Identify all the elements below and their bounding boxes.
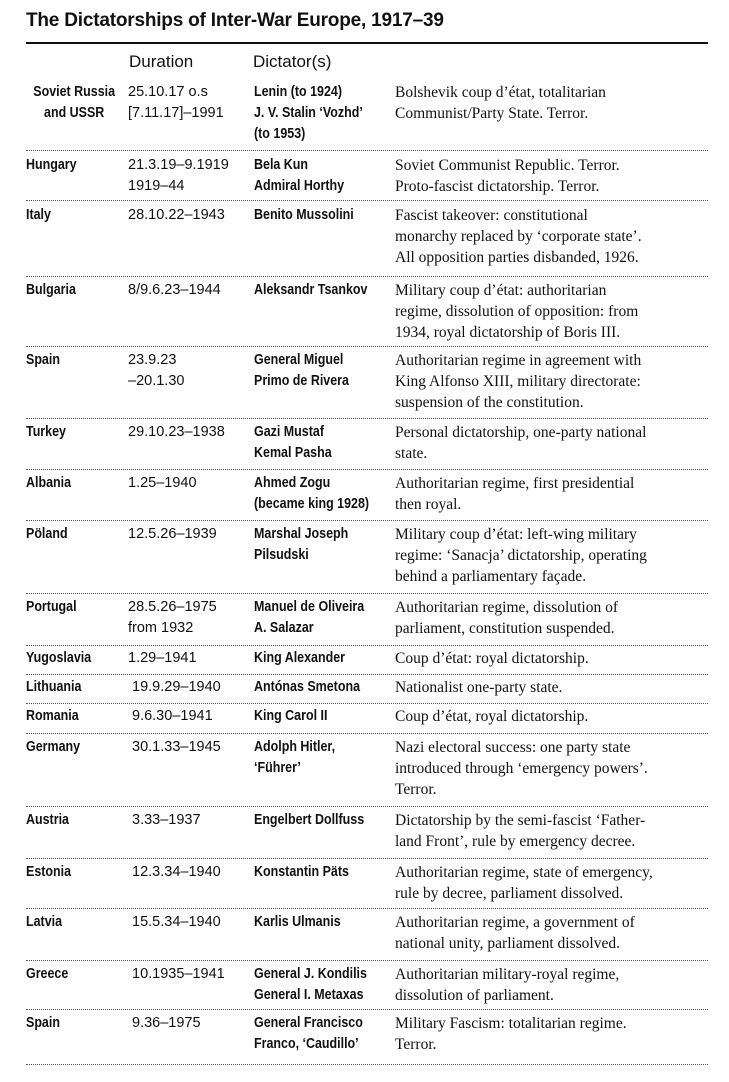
row-divider [26,858,708,859]
country-cell [26,862,112,883]
description-cell [395,912,715,954]
text-line: and USSR [44,105,105,121]
text-line: dissolution of parliament. [395,987,554,1004]
text-line: national unity, parliament dissolved. [395,935,620,952]
text-line: Italy [26,207,51,223]
row-divider [26,418,708,419]
page-title: The Dictatorships of Inter-War Europe, 1917–39 [26,10,444,31]
text-line: Authoritarian regime, first presidential [395,475,635,492]
dictator-cell [254,82,363,145]
text-line: Estonia [26,864,72,880]
text-line: Franco, ‘Caudillo’ [254,1036,359,1052]
text-line: Communist/Party State. Terror. [395,105,589,122]
text-line: [7.11.17]–1991 [128,105,224,121]
text-line: Soviet Russia [33,84,116,100]
text-line: Spain [26,1015,60,1031]
text-line: 25.10.17 o.s [128,84,208,100]
duration-cell [132,810,201,831]
text-line: 21.3.19–9.1919 [128,157,229,173]
text-line: Authoritarian regime, a government of [395,914,635,931]
text-line: General Francisco [254,1015,363,1031]
text-line: 10.1935–1941 [132,966,225,982]
text-line: 12.3.34–1940 [132,864,221,880]
header-duration: Duration [129,52,194,71]
text-line: ‘Führer’ [254,760,301,776]
text-line: 1.25–1940 [128,475,197,491]
country-cell [26,155,112,176]
text-line: General I. Metaxas [254,987,364,1003]
text-line: Bulgaria [26,282,76,298]
text-line: Military coup d’état: left-wing military [395,526,637,543]
duration-cell [128,473,197,494]
dictator-cell [254,524,348,566]
description-cell [395,706,715,727]
duration-cell [128,155,229,197]
dictator-cell [254,422,332,464]
country-cell [26,422,112,443]
text-line: 28.5.26–1975 [128,599,217,615]
text-line: Pilsudski [254,547,309,563]
country-cell [26,737,112,758]
text-line: suspension of the constitution. [395,394,584,411]
dictator-cell [254,706,327,727]
text-line: Admiral Horthy [254,178,345,194]
dictator-cell [254,737,335,779]
description-cell [395,737,715,800]
text-line: Authoritarian military-royal regime, [395,966,620,983]
text-line: from 1932 [128,620,194,636]
duration-cell [132,677,221,698]
text-line: introduced through ‘emergency powers’. [395,760,648,777]
duration-cell [132,912,221,933]
text-line: Benito Mussolini [254,207,354,223]
row-divider [26,733,708,734]
text-line: 19.9.29–1940 [132,679,221,695]
text-line: 9.6.30–1941 [132,708,213,724]
text-line: regime: ‘Sanacja’ dictatorship, operating [395,547,647,564]
text-line: Fascist takeover: constitutional [395,207,588,224]
dictator-cell [254,1013,363,1055]
description-cell [395,677,715,698]
text-line: 15.5.34–1940 [132,914,221,930]
country-cell [26,280,112,301]
country-cell [26,350,112,371]
description-cell [395,964,715,1006]
text-line: 1919–44 [128,178,185,194]
text-line: Pöland [26,526,68,542]
text-line: J. V. Stalin ‘Vozhd’ [254,105,363,121]
dictator-cell [254,280,367,301]
dictator-cell [254,912,341,933]
text-line: Germany [26,739,81,755]
text-line: 12.5.26–1939 [128,526,217,542]
country-cell [26,912,112,933]
duration-cell [128,597,217,639]
dictator-cell [254,155,344,197]
text-line: Ahmed Zogu [254,475,331,491]
text-line: Yugoslavia [26,650,92,666]
description-cell [395,862,715,904]
text-line: General J. Kondilis [254,966,367,982]
text-line: Bolshevik coup d’état, totalitarian [395,84,606,101]
dictator-cell [254,205,354,226]
row-divider [26,520,708,521]
country-cell [26,205,112,226]
text-line: Coup d’état: royal dictatorship. [395,650,589,667]
text-line: Romania [26,708,79,724]
description-cell [395,205,715,268]
duration-cell [128,524,217,545]
row-divider [26,150,708,151]
duration-cell [132,862,221,883]
row-divider [26,1009,708,1010]
text-line: –20.1.30 [128,373,185,389]
text-line: Antónas Smetona [254,679,361,695]
duration-cell [128,205,225,226]
row-divider [26,908,708,909]
duration-cell [132,706,213,727]
text-line: King Carol II [254,708,328,724]
title-rule [26,42,708,44]
text-line: Military coup d’état: authoritarian [395,282,607,299]
text-line: monarchy replaced by ‘corporate state’. [395,228,642,245]
text-line: state. [395,445,428,462]
description-cell [395,82,715,124]
row-divider [26,200,708,201]
text-line: Kemal Pasha [254,445,332,461]
text-line: Nationalist one-party state. [395,679,563,696]
text-line: Greece [26,966,69,982]
text-line: Dictatorship by the semi-fascist ‘Father- [395,812,646,829]
description-cell [395,1013,715,1055]
row-divider [26,1064,708,1065]
text-line: Personal dictatorship, one-party national [395,424,647,441]
dictator-cell [254,964,367,1006]
country-cell [26,524,112,545]
text-line: Authoritarian regime, state of emergency, [395,864,653,881]
text-line: Hungary [26,157,77,173]
description-cell [395,597,715,639]
text-line: Albania [26,475,72,491]
text-line: 9.36–1975 [132,1015,201,1031]
dictator-cell [254,862,349,883]
dictator-cell [254,648,345,669]
text-line: then royal. [395,496,462,513]
row-divider [26,703,708,704]
description-cell [395,280,715,343]
text-line: Turkey [26,424,66,440]
row-divider [26,645,708,646]
duration-cell [128,422,225,443]
text-line: Engelbert Dollfuss [254,812,365,828]
text-line: Military Fascism: totalitarian regime. [395,1015,627,1032]
text-line: Latvia [26,914,63,930]
duration-cell [132,737,221,758]
text-line: A. Salazar [254,620,314,636]
row-divider [26,674,708,675]
text-line: Karlis Ulmanis [254,914,341,930]
text-line: 8/9.6.23–1944 [128,282,221,298]
duration-cell [128,280,221,301]
row-divider [26,469,708,470]
text-line: (became king 1928) [254,496,370,512]
dictator-cell [254,677,360,698]
text-line: behind a parliamentary façade. [395,568,587,585]
row-divider [26,593,708,594]
row-divider [26,960,708,961]
text-line: Portugal [26,599,77,615]
description-cell [395,648,715,669]
description-cell [395,422,715,464]
text-line: King Alexander [254,650,346,666]
country-cell [26,597,112,618]
country-cell [26,964,112,985]
country-cell [26,1013,112,1034]
country-cell [26,810,112,831]
text-line: Nazi electoral success: one party state [395,739,631,756]
text-line: Gazi Mustaf [254,424,324,440]
text-line: Coup d’état, royal dictatorship. [395,708,589,725]
text-line: 23.9.23 [128,352,177,368]
country-cell [26,648,112,669]
text-line: 29.10.23–1938 [128,424,225,440]
text-line: 28.10.22–1943 [128,207,225,223]
text-line: Terror. [395,1036,437,1053]
description-cell [395,155,715,197]
country-cell [26,677,112,698]
text-line: Adolph Hitler, [254,739,336,755]
description-cell [395,524,715,587]
text-line: (to 1953) [254,126,306,142]
duration-cell [128,82,224,124]
dictator-cell [254,473,369,515]
description-cell [395,350,715,413]
text-line: Konstantin Päts [254,864,349,880]
text-line: 3.33–1937 [132,812,201,828]
country-cell [26,706,112,727]
text-line: Lenin (to 1924) [254,84,343,100]
country-cell [26,473,112,494]
text-line: land Front’, rule by emergency decree. [395,833,636,850]
dictator-cell [254,810,364,831]
row-divider [26,346,708,347]
text-line: Manuel de Oliveira [254,599,365,615]
description-cell [395,473,715,515]
text-line: Soviet Communist Republic. Terror. [395,157,620,174]
row-divider [26,806,708,807]
text-line: parliament, constitution suspended. [395,620,615,637]
text-line: Lithuania [26,679,82,695]
text-line: General Miguel [254,352,344,368]
text-line: Marshal Joseph [254,526,349,542]
text-line: 1934, royal dictatorship of Boris III. [395,324,621,341]
dictator-cell [254,597,364,639]
table-header [0,52,729,76]
text-line: regime, dissolution of opposition: from [395,303,639,320]
text-line: Terror. [395,781,437,798]
text-line: Authoritarian regime in agreement with [395,352,642,369]
row-divider [26,276,708,277]
text-line: rule by decree, parliament dissolved. [395,885,624,902]
text-line: King Alfonso XIII, military directorate: [395,373,641,390]
text-line: Authoritarian regime, dissolution of [395,599,618,616]
text-line: All opposition parties disbanded, 1926. [395,249,639,266]
duration-cell [128,350,184,392]
country-cell [26,82,122,124]
duration-cell [132,964,225,985]
dictator-cell [254,350,349,392]
text-line: Aleksandr Tsankov [254,282,368,298]
text-line: 30.1.33–1945 [132,739,221,755]
duration-cell [128,648,197,669]
text-line: Spain [26,352,60,368]
header-dictators: Dictator(s) [253,52,332,71]
text-line: Bela Kun [254,157,309,173]
text-line: Austria [26,812,69,828]
text-line: 1.29–1941 [128,650,197,666]
text-line: Primo de Rivera [254,373,349,389]
duration-cell [132,1013,201,1034]
description-cell [395,810,715,852]
text-line: Proto-fascist dictatorship. Terror. [395,178,600,195]
